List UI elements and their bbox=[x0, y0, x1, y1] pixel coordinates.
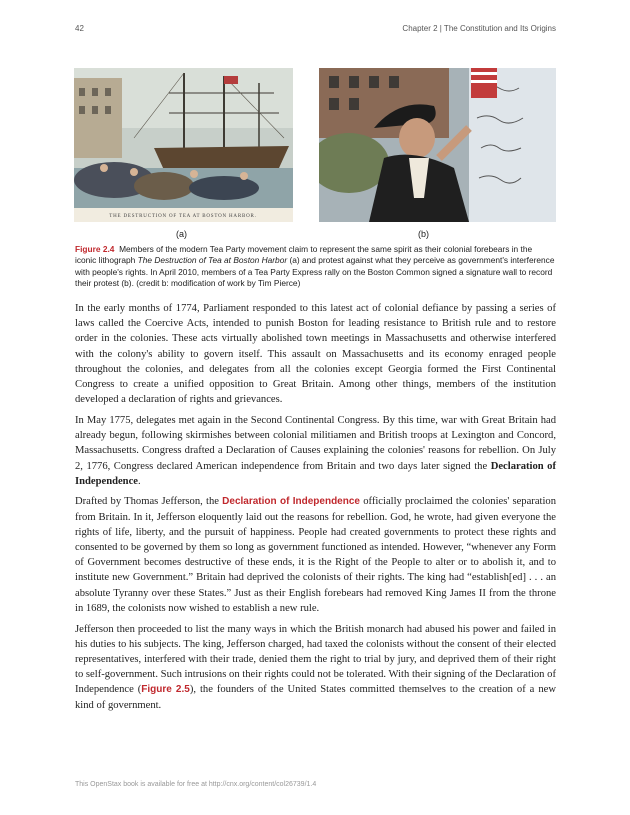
paragraph-4-end: ), the founders of the United States committed themselves to the creation of a new kind of government. bbox=[75, 684, 556, 711]
figure-label-b: (b) bbox=[418, 229, 429, 239]
caption-text-1: Members of the modern Tea Party movement claim to represent the same spirit as their colonial forebears in the iconic lithograph bbox=[75, 244, 533, 266]
paragraph-4-start: Jefferson then proceeded to list the many ways in which the British monarch had abused his power and failed in his duties to his subjects. The king, Jefferson charged, had taxed the colonists without the consent of their elected representatives, interfered with their trade, denied them the right to trial by jury, and deprived them of their right to self-government. Such intrusions on their rights could not be tolerated. With their signing of the Declaration of Independence ( bbox=[75, 623, 556, 696]
page-number: 42 bbox=[75, 24, 84, 33]
paragraph-3 bbox=[75, 494, 556, 616]
body-text bbox=[75, 301, 556, 718]
chapter-header: Chapter 2 | The Constitution and Its Origins bbox=[402, 24, 556, 33]
lithograph-title-text: THE DESTRUCTION OF TEA AT BOSTON HARBOR. bbox=[109, 214, 257, 219]
figure-number: Figure 2.4 bbox=[75, 244, 115, 254]
caption-text-2: (a) and protest against what they perceive as government's interference with people's rights. In April 2010, members of a Tea Party Express rally on the Boston Common signed a signature wall to record their protest (b). (credit b: modification of work by Tim Pierce) bbox=[75, 255, 555, 288]
paragraph-3-start: Drafted by Thomas Jefferson, the bbox=[75, 496, 223, 508]
caption-italic-title: The Destruction of Tea at Boston Harbor bbox=[137, 255, 288, 266]
paragraph-1: In the early months of 1774, Parliament responded to this latest act of colonial defiance by passing a series of laws called the Coercive Acts, intended to punish Boston for leading resistance to British rule and to restore order in the colonies. These acts virtually abolished town meetings in Massachusetts and otherwise interfered with the colony's ability to govern itself. This assault on Massachusetts and its economy enraged people throughout the colonies, and delegates from all the colonies except Georgia formed the First Continental Congress to create a unified opposition to Great Britain. Among other things, members of the institution developed a declaration of rights and grievances. bbox=[75, 303, 556, 406]
signature-wall-photo bbox=[319, 68, 556, 222]
figure-label-a: (a) bbox=[176, 229, 187, 239]
figure-2-5-link[interactable]: Figure 2.5 bbox=[141, 684, 190, 696]
paragraph-3-rest: officially proclaimed the colonies' separation from Britain. In it, Jefferson eloquently laid out the reasons for rebellion. God, he wrote, had given everyone the rights of life, liberty, and the pursuit of happiness. People had created governments to protect these rights and consented to be governed by them so long as government functioned as intended. However, “whenever any Form of Government becomes destructive of these ends, it is the Right of the People to alter or to abolish it, and to institute new Government.” Britain had deprived the colonists of their rights. The king had “establish[ed] . . . an absolute Tyranny over these States.” Just as their English forebears had removed King James II from the throne in 1689, the colonists now wished to establish a new rule. bbox=[75, 496, 557, 614]
paragraph-4 bbox=[75, 622, 556, 713]
figure-caption bbox=[75, 244, 555, 289]
declaration-link[interactable]: Declaration of Independence bbox=[222, 496, 360, 508]
paragraph-2-text: In May 1775, delegates met again in the Second Continental Congress. By this time, war with Great Britain had already begun, following skirmishes between colonial militiamen and British troops at Lexington and Concord, Massachusetts. Congress drafted a Declaration of Causes explaining the colonies' reasons for rebellion. On July 2, 1776, Congress declared American independence from Britain and two days later signed the bbox=[75, 414, 556, 472]
tea-party-lithograph-image bbox=[74, 68, 293, 222]
paragraph-2-end: . bbox=[137, 475, 141, 487]
paragraph-2 bbox=[75, 413, 556, 489]
page-footer: This OpenStax book is available for free at http://cnx.org/content/col26739/1.4 bbox=[75, 781, 317, 788]
declaration-term: Declaration of Independence bbox=[75, 460, 556, 487]
